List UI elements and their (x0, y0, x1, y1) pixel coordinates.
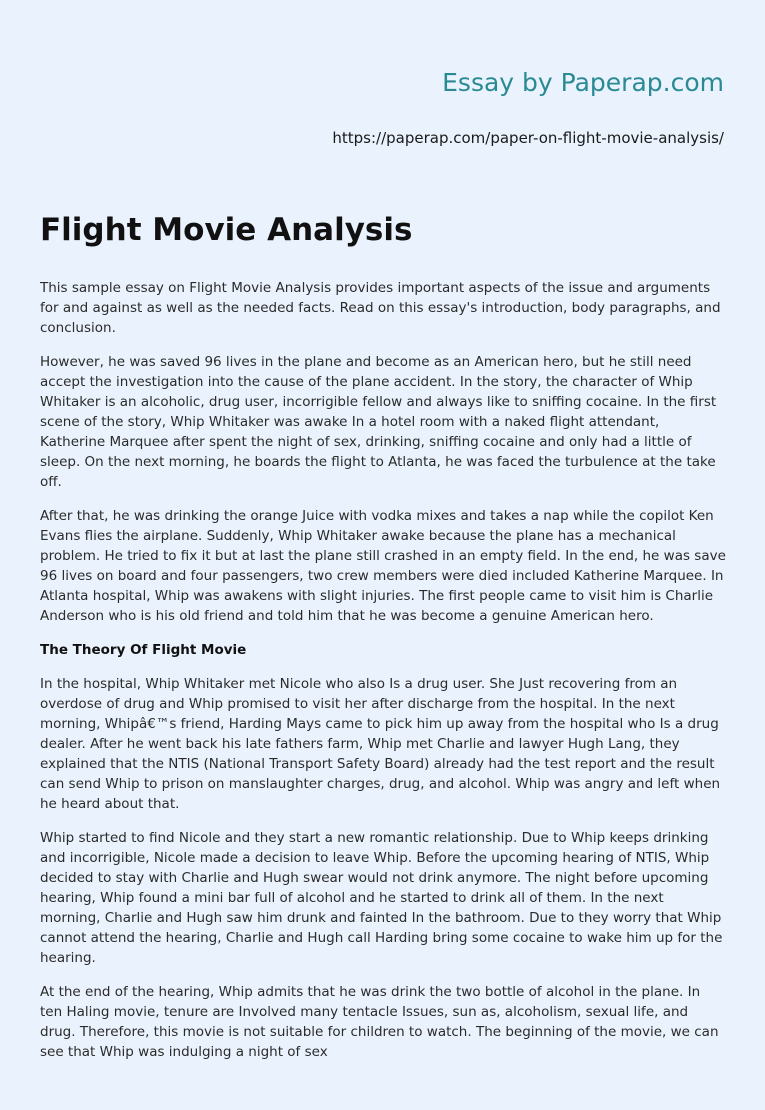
paragraph-hero: However, he was saved 96 lives in the plane and become as an American hero, but he still need accept the investigation into the cause of the plane accident. In the story, the character of Whip Whitaker is an alcoholic, drug user, incorrigible fellow and always like to sniffing cocaine. In the first scene of the story, Whip Whitaker was awake In a hotel room with a naked flight attendant, Katherine Marquee after spent the night of sex, drinking, sniffing cocaine and only had a little of sleep. On the next morning, he boards the flight to Atlanta, he was faced the turbulence at the take off. (40, 354, 717, 490)
paragraph-crash: After that, he was drinking the orange Juice with vodka mixes and takes a nap while the copilot Ken Evans flies the airplane. Suddenly, Whip Whitaker awake because the plane has a mechanical problem. He tried to fix it but at last the plane still crashed in an empty field. In the end, he was save 96 lives on board and four passengers, two crew members were died included Katherine Marquee. In Atlanta hospital, Whip was awakens with slight injuries. The first people came to visit him is Charlie Anderson who is his old friend and told him that he was become a genuine American hero. (40, 508, 726, 624)
paragraph-hearing: At the end of the hearing, Whip admits that he was drink the two bottle of alcohol in the plane. In ten Haling movie, tenure are Involved many tentacle Issues, sun as, alcoholism, sexual life, and drug. Therefore, this movie is not suitable for children to watch. The beginning of the movie, we can see that Whip was indulging a night of sex (40, 984, 719, 1060)
page-title: Flight Movie Analysis (40, 212, 413, 248)
paragraph-intro: This sample essay on Flight Movie Analysis provides important aspects of the issue and arguments for and against as well as the needed facts. Read on this essay's introduction, body paragraphs, and conclusion. (40, 280, 721, 336)
site-brand-link[interactable]: Essay by Paperap.com (442, 68, 724, 97)
section-subheading: The Theory Of Flight Movie (40, 642, 247, 658)
article-body (40, 278, 726, 1076)
paragraph-relationship: Whip started to find Nicole and they start a new romantic relationship. Due to Whip keeps drinking and incorrigible, Nicole made a decision to leave Whip. Before the upcoming hearing of NTIS, Whip decided to stay with Charlie and Hugh swear would not drink anymore. The night before upcoming hearing, Whip found a mini bar full of alcohol and he started to drink all of them. In the next morning, Charlie and Hugh saw him drunk and fainted In the bathroom. Due to they worry that Whip cannot attend the hearing, Charlie and Hugh call Harding bring some cocaine to wake him up for the hearing. (40, 830, 723, 966)
paragraph-hospital: In the hospital, Whip Whitaker met Nicole who also Is a drug user. She Just recovering from an overdose of drug and Whip promised to visit her after discharge from the hospital. In the next morning, Whipâ€™s friend, Harding Mays came to pick him up away from the hospital who Is a drug dealer. After he went back his late fathers farm, Whip met Charlie and lawyer Hugh Lang, they explained that the NTIS (National Transport Safety Board) already had the test report and the result can send Whip to prison on manslaughter charges, drug, and alcohol. Whip was angry and left when he heard about that. (40, 676, 721, 812)
page-url-link[interactable]: https://paperap.com/paper-on-flight-movie-analysis/ (332, 129, 724, 147)
